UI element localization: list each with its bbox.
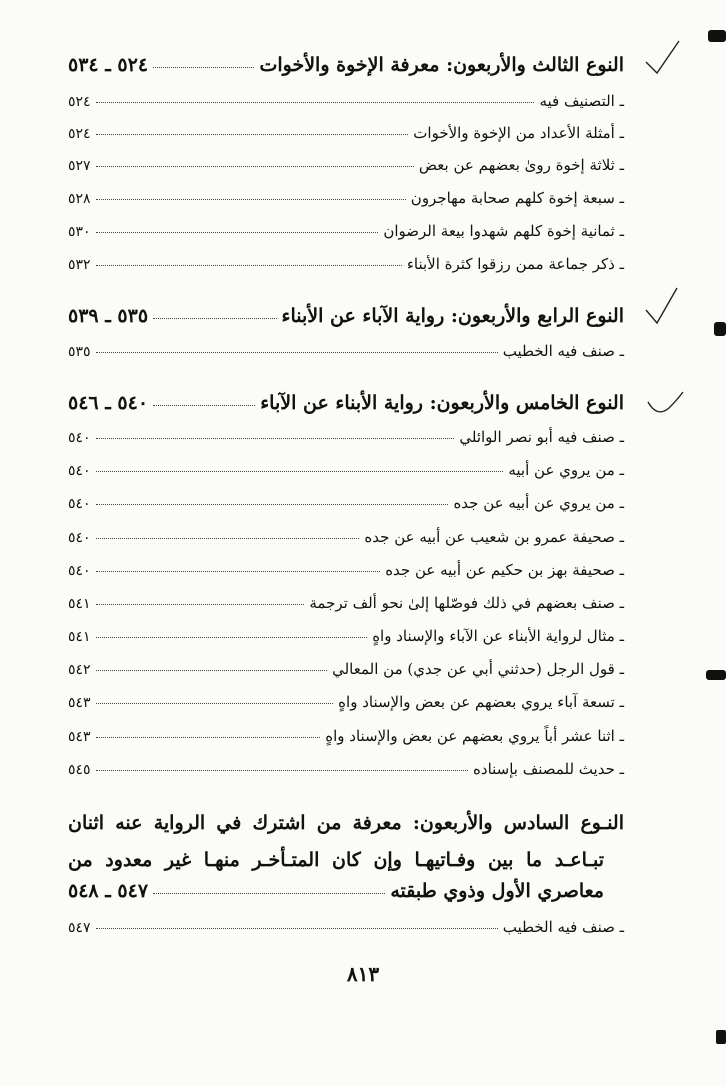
entry-label: ـ صنف فيه الخطيب [502,918,624,936]
entry-label: ـ صحيفة عمرو بن شعيب عن أبيه عن جده [364,528,624,546]
section-title: النوع الخامس والأربعون: رواية الأبناء عن الآباء [260,392,624,414]
index-entry [68,693,624,717]
entry-label: ـ تسعة آباء يروي بعضهم عن بعض والإسناد واهٍ [338,693,624,711]
entry-label: ـ صنف بعضهم في ذلك فوصّلها إلىٰ نحو ألف ترجمة [309,594,624,612]
entry-page: ٥٤٠ [68,563,91,579]
scan-edge-mark [708,30,726,42]
entry-page: ٥٤٠ [68,463,91,479]
index-entry [68,461,624,485]
leader-dots [153,318,276,319]
entry-page: ٥٢٧ [68,158,91,174]
entry-label: ـ ثمانية إخوة كلهم شهدوا بيعة الرضوان [383,222,624,240]
index-entry [68,92,624,116]
section-heading [68,880,624,908]
scan-edge-mark [716,1030,726,1044]
page-number: ٨١٣ [346,962,380,986]
entry-label: ـ من يروي عن أبيه [508,461,624,479]
check-mark-icon [643,38,683,78]
entry-label: ـ من يروي عن أبيه عن جده [453,494,624,512]
leader-dots [96,703,334,704]
entry-label: ـ ثلاثة إخوة روىٰ بعضهم عن بعض [418,156,624,174]
entry-page: ٥٤٧ [68,920,91,936]
index-entry [68,494,624,518]
index-entry [68,189,624,213]
index-entry [68,627,624,651]
leader-dots [96,571,381,572]
index-entry [68,561,624,585]
index-entry [68,428,624,452]
leader-dots [96,928,498,929]
leader-dots [96,199,406,200]
section-heading [68,54,624,82]
entry-label: ـ ذكر جماعة ممن رزقوا كثرة الأبناء [406,255,624,273]
index-entry [68,727,624,751]
index-entry [68,255,624,279]
page-range: ٥٢٤ ـ ٥٣٤ [68,54,149,76]
leader-dots [96,770,468,771]
index-entry [68,528,624,552]
index-entry [68,594,624,618]
entry-page: ٥٤٠ [68,430,91,446]
entry-label: ـ صنف فيه أبو نصر الوائلي [459,428,624,446]
entry-label: ـ قول الرجل (حدثني أبي عن جدي) من المعالي [332,660,624,678]
leader-dots [153,67,254,68]
entry-page: ٥٤١ [68,629,91,645]
entry-label: ـ صنف فيه الخطيب [502,342,624,360]
entry-label: ـ اثنا عشر أباً يروي بعضهم عن بعض والإسناد واهٍ [325,727,624,745]
section-title: النوع الرابع والأربعون: رواية الآباء عن الأبناء [281,305,624,327]
index-entry [68,156,624,180]
leader-dots [96,538,360,539]
entry-label: ـ حديث للمصنف بإسناده [473,760,624,778]
entry-label: ـ مثال لرواية الأبناء عن الآباء والإسناد واهٍ [372,627,624,645]
index-entry [68,124,624,148]
entry-page: ٥٤١ [68,596,91,612]
index-entry [68,342,624,366]
scan-edge-mark [714,322,726,336]
section-heading [68,392,624,420]
section-heading [68,305,624,333]
leader-dots [96,166,414,167]
leader-dots [96,637,368,638]
leader-dots [96,352,498,353]
entry-page: ٥٤٠ [68,530,91,546]
entry-page: ٥٤٣ [68,695,91,711]
scan-edge-mark [706,670,726,680]
entry-page: ٥٤٣ [68,729,91,745]
entry-page: ٥٣٥ [68,344,91,360]
leader-dots [96,232,379,233]
leader-dots [96,504,449,505]
entry-page: ٥٤٢ [68,662,91,678]
leader-dots [96,670,328,671]
leader-dots [96,737,321,738]
entry-page: ٥٣٢ [68,257,91,273]
entry-page: ٥٢٨ [68,191,91,207]
entry-label: ـ التصنيف فيه [539,92,624,110]
index-entry [68,222,624,246]
entry-page: ٥٢٤ [68,94,91,110]
check-mark-icon [645,384,685,418]
index-entry [68,918,624,942]
check-mark-icon [643,286,683,330]
leader-dots [96,265,402,266]
page-range: ٥٤٠ ـ ٥٤٦ [68,392,149,414]
entry-page: ٥٤٥ [68,762,91,778]
leader-dots [153,893,385,894]
leader-dots [96,604,305,605]
section-title-line: النـوع السادس والأربعون: معرفة من اشترك في الرواية عنه اثنان [68,812,624,834]
entry-page: ٥٣٠ [68,224,91,240]
entry-label: ـ صحيفة بهز بن حكيم عن أبيه عن جده [385,561,624,579]
section-title: النوع الثالث والأربعون: معرفة الإخوة والأخوات [259,54,624,76]
entry-page: ٥٤٠ [68,496,91,512]
leader-dots [153,405,255,406]
section-title-line: تبـاعـد ما بين وفـاتيهـا وإن كان المتـأخـر منهـا غير معدود من [68,849,604,871]
page-range: ٥٤٧ ـ ٥٤٨ [68,880,149,902]
entry-label: ـ سبعة إخوة كلهم صحابة مهاجرون [410,189,624,207]
index-entry [68,660,624,684]
entry-label: ـ أمثلة الأعداد من الإخوة والأخوات [413,124,624,142]
section-title: معاصري الأول وذوي طبقته [390,880,604,902]
entry-page: ٥٢٤ [68,126,91,142]
leader-dots [96,471,504,472]
section-heading-multiline [68,805,624,879]
leader-dots [96,438,455,439]
leader-dots [96,134,409,135]
leader-dots [96,102,535,103]
page-range: ٥٣٥ ـ ٥٣٩ [68,305,149,327]
index-entry [68,760,624,784]
